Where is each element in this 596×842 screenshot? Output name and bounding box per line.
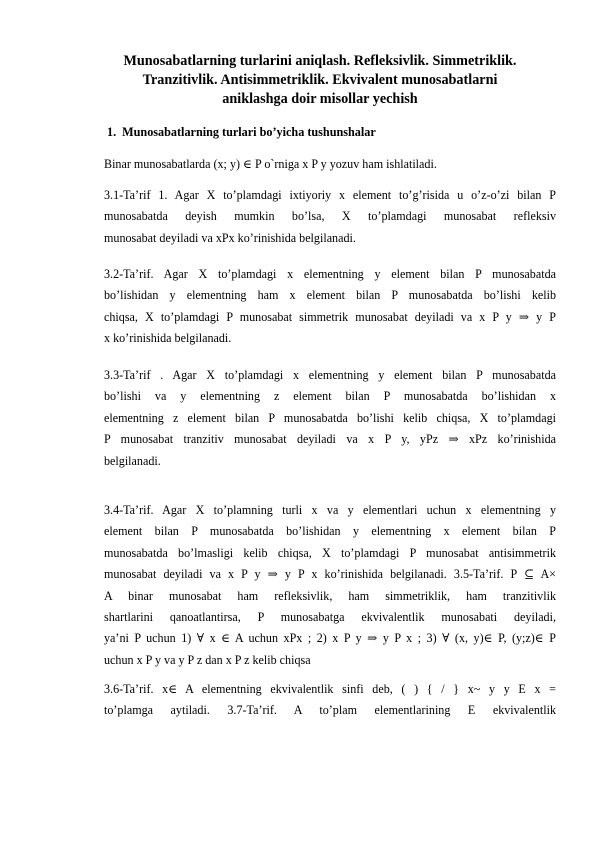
text-line: ya’ni P uchun 1) ∀ x ∈ A uchun xPx ; 2) x P y ⇒ y P x ; 3) ∀ (x, y)∈ P, (y;z)∈ P [104,631,556,646]
text-line: belgilanadi. [104,453,161,468]
paragraph-definition-3-1 [104,185,556,249]
text-line: 3.6-Ta’rif. x∈ A elementning ekvivalentlik sinfi deb, ( ) { / } x~ y y E x = [104,682,556,696]
text-line: elementning z element bilan P munosabatda bo’lishi kelib chiqsa, X to’plamdagi [104,410,556,425]
text-line: Binar munosabatlarda (x; y) ∈ P o`rniga x P y yozuv ham ishlatiladi. [104,157,437,171]
section-heading [107,124,376,140]
text-line: element bilan P munosabatda bo’lishidan y elementning x element bilan P [104,524,556,539]
text-line: munosabatda bo’lmasligi kelib chiqsa, X to’plamdagi P munosabat antisimmetrik [104,545,556,560]
title-line-1: Munosabatlarning turlarini aniqlash. Refleksivlik. Simmetriklik. [123,53,517,69]
text-line: munosabatda deyish mumkin bo’lsa, X to’plamdagi munosabat refleksiv [104,209,556,224]
section-number: 1. [107,125,117,139]
text-line: bo’lishi va y elementning z element bilan P munosabatda bo’lishidan x [104,389,556,404]
text-line: to’plamga aytiladi. 3.7-Ta’rif. A to’plam elementlarining E ekvivalentlik [104,703,556,718]
text-line: munosabat deyiladi va xPx ko’rinishida belgilanadi. [104,230,356,245]
document-title [90,52,550,109]
paragraph-definitions-3-4-3-5 [104,500,556,671]
text-line: shartlarini qanoatlantirsa, P munosabatga ekvivalentlik munosabati deyiladi, [104,609,556,624]
text-line: P munosabat tranzitiv munosabat deyiladi va x P y, yPz ⇒ xPz ko’rinishida [104,432,556,447]
text-line: 3.1-Ta’rif 1. Agar X to’plamdagi ixtiyoriy x element to’g’risida u o’z-o’zi bilan P [104,188,556,202]
text-line: x ko’rinishida belgilanadi. [104,331,232,346]
text-line: 3.2-Ta’rif. Agar X to’plamdagi x elementning y element bilan P munosabatda [104,267,556,281]
text-line: 3.3-Ta’rif . Agar X to’plamdagi x elementning y element bilan P munosabatda [104,368,556,382]
paragraph-definition-3-2 [104,264,556,350]
text-line: munosabat deyiladi va x P y ⇒ y P x ko’rinishida belgilanadi. 3.5-Ta’rif. P ⊆ A× [104,567,556,582]
section-heading-text: Munosabatlarning turlari bo’yicha tushunshalar [122,125,376,139]
text-line: 3.4-Ta’rif. Agar X to’plamning turli x va y elementlari uchun x elementning y [104,503,556,517]
text-line: A binar munosabat ham refleksivlik, ham simmetriklik, ham tranzitivlik [104,588,556,603]
text-line: bo’lishidan y elementning ham x element bilan P munosabatda bo’lishi kelib [104,288,556,303]
title-line-3: aniklashga doir misollar yechish [222,91,418,107]
paragraph-definition-3-3 [104,365,556,472]
text-line: chiqsa, X to’plamdagi P munosabat simmetrik munosabat deyiladi va x P y ⇒ y P [104,309,556,324]
text-line: uchun x P y va y P z dan x P z kelib chiqsa [104,652,311,667]
paragraph-binar-notation [104,154,556,175]
title-line-2: Tranzitivlik. Antisimmetriklik. Ekvivalent munosabatlarni [142,72,498,88]
paragraph-definitions-3-6-3-7 [104,679,556,722]
